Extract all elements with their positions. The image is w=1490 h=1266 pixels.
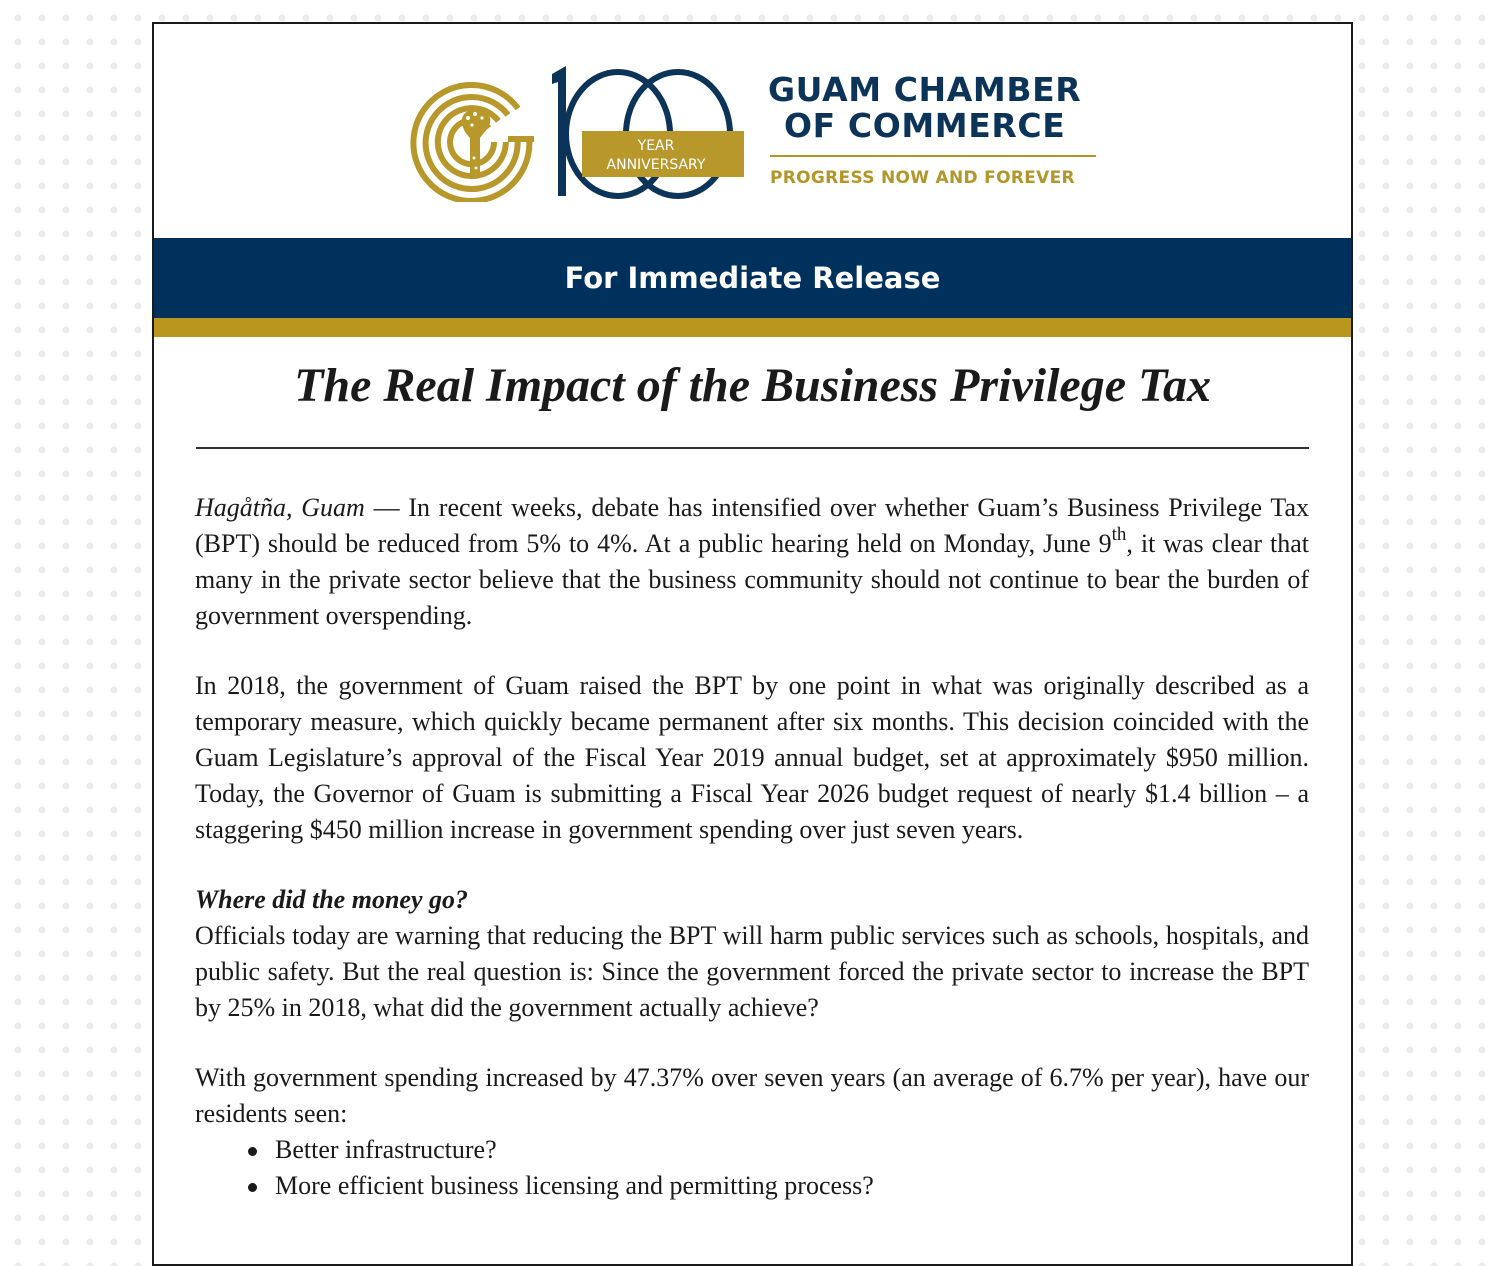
paragraph-spending: With government spending increased by 47.37% over seven years (an average of 6.7% per year), have our residents seen:	[195, 1063, 1309, 1128]
press-release-page	[152, 22, 1353, 1266]
tagline-divider	[770, 155, 1096, 157]
article-body	[195, 490, 1309, 1204]
paragraph-history: In 2018, the government of Guam raised the BPT by one point in what was originally described as a temporary measure, which quickly became permanent after six months. This decision coincided with the Guam Legislature’s approval of the Fiscal Year 2019 annual budget, set at approximately $950 million. Today, the Governor of Guam is submitting a Fiscal Year 2026 budget request of nearly $1.4 billion – a staggering $450 million increase in government spending over just seven years.	[195, 671, 1309, 844]
title-divider	[196, 447, 1309, 449]
section-subheading: Where did the money go?	[195, 885, 468, 914]
dateline: Hagåtña, Guam	[195, 493, 365, 522]
list-item: Better infrastructure?	[248, 1132, 1309, 1168]
article-title: The Real Impact of the Business Privilege Tax	[294, 359, 1211, 412]
paragraph-intro: Hagåtña, Guam — In recent weeks, debate has intensified over whether Guam’s Business Privilege Tax (BPT) should be reduced from 5% to 4%. At a public hearing held on Monday, June 9th, it was clear that many in the private sector believe that the business community should not continue to bear the burden of government overspending.	[195, 493, 1310, 630]
chamber-100-year-logo	[408, 62, 758, 202]
org-tagline: PROGRESS NOW AND FOREVER	[770, 168, 1075, 188]
intro-text-b: , it was clear that many in the private sector believe that the business community should not continue to bear the burden of government overspending.	[195, 529, 1310, 630]
intro-text-a: In recent weeks, debate has intensified over whether Guam’s Business Privilege Tax (BPT) should be reduced from 5% to 4%. At a public hearing held on Monday, June 9	[195, 493, 1310, 558]
badge-line-anniversary: ANNIVERSARY	[606, 157, 706, 173]
org-name-line-1: GUAM CHAMBER	[768, 70, 1082, 109]
release-banner-label: For Immediate Release	[564, 261, 941, 295]
gold-stripe	[154, 318, 1351, 337]
org-name-line-2: OF COMMERCE	[784, 106, 1066, 145]
bullet-list	[195, 1132, 1309, 1204]
letterhead	[154, 24, 1351, 237]
release-banner	[154, 238, 1351, 318]
paragraph-question: Officials today are warning that reducing the BPT will harm public services such as schools, hospitals, and public safety. But the real question is: Since the government forced the private sector to increase the BPT by 25% in 2018, what did the government actually achieve?	[195, 921, 1309, 1022]
organization-name	[768, 72, 1081, 144]
badge-line-year: YEAR	[637, 138, 675, 154]
ordinal-suffix: th	[1111, 524, 1127, 545]
list-item: More efficient business licensing and permitting process?	[248, 1168, 1309, 1204]
